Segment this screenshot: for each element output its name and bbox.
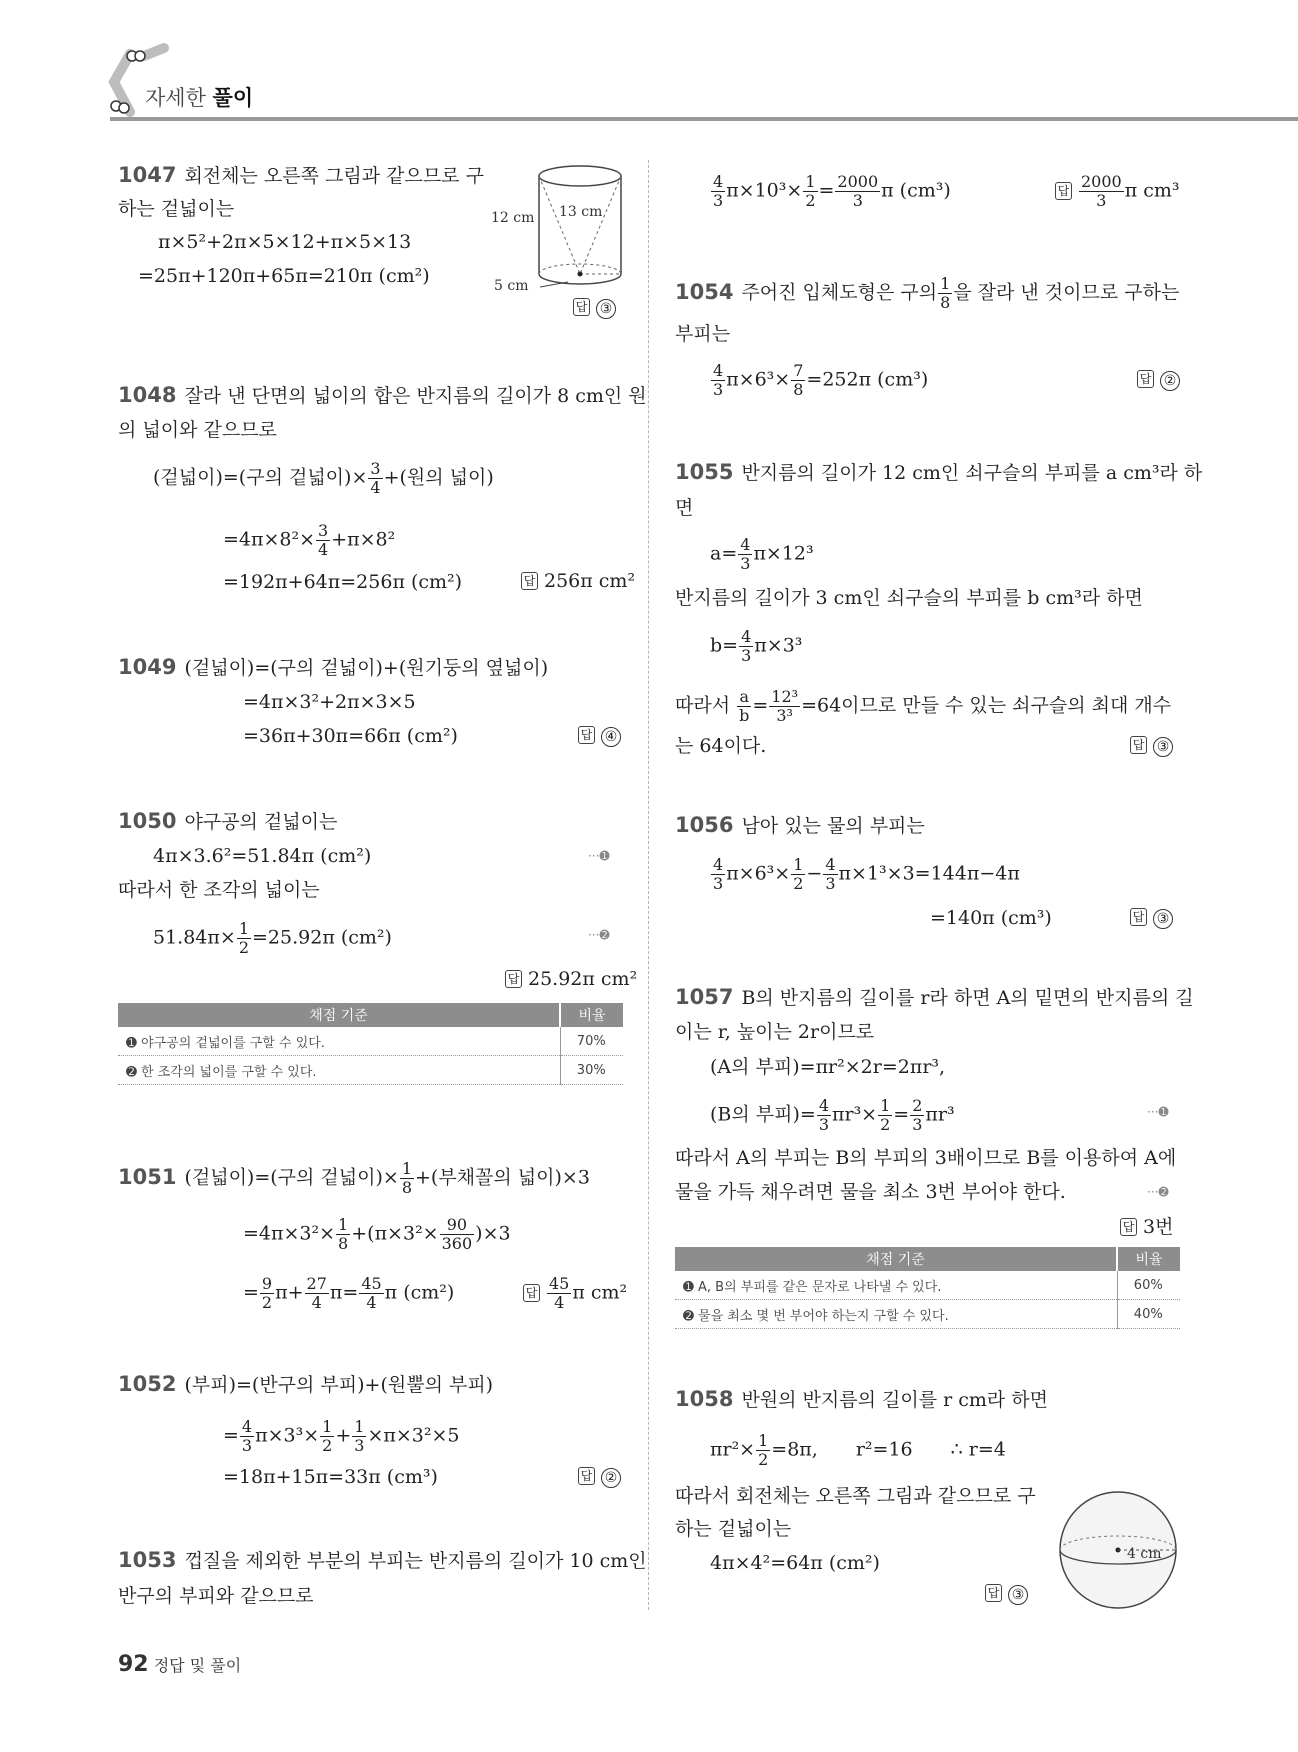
problem-number: 1057	[675, 985, 734, 1009]
eq-part: π (cm²)	[384, 1281, 455, 1304]
problem-1049-eq2: =4π×3²+2π×3×5	[243, 691, 416, 713]
eq-part: =	[223, 1424, 239, 1447]
height-label: 12 cm	[491, 210, 535, 226]
grade-header-ratio: 비율	[560, 1003, 623, 1027]
denominator: 8	[793, 380, 804, 399]
answer-label: 답	[523, 1284, 540, 1302]
denominator: 4	[318, 540, 329, 559]
denominator: 3	[354, 1436, 365, 1455]
answer-1047	[573, 296, 616, 319]
answer-label: 답	[578, 1467, 595, 1485]
fraction	[316, 522, 330, 559]
fraction	[738, 536, 752, 573]
eq-part: πr²×	[710, 1438, 756, 1461]
problem-1048-eq2	[223, 522, 395, 559]
numerator: 12³	[771, 687, 799, 706]
problem-1056-eq1	[710, 856, 1020, 893]
eq-part: =	[752, 694, 769, 717]
numerator: 2000	[837, 172, 879, 191]
denominator: 2	[805, 191, 816, 210]
answer-value: 3번	[1143, 1216, 1174, 1238]
eq-part: +(부채꼴의 넓이)×3	[415, 1166, 590, 1189]
denominator: 3³	[776, 706, 793, 725]
problem-1055-line3: 반지름의 길이가 3 cm인 쇠구슬의 부피를 b cm³라 하면	[675, 587, 1143, 609]
text: 남아 있는 물의 부피는	[741, 815, 925, 837]
problem-number: 1050	[118, 809, 177, 833]
numerator: 2	[912, 1096, 923, 1115]
numerator: 45	[549, 1274, 570, 1293]
fraction	[711, 856, 725, 893]
problem-1057-eq2	[710, 1097, 955, 1134]
problem-1055-line2: 면	[675, 497, 694, 519]
fraction	[910, 1097, 924, 1134]
eq-part: +(원의 넓이)	[383, 466, 494, 489]
fraction	[817, 1097, 831, 1134]
answer-value: π cm³	[1124, 179, 1180, 202]
cylinder-figure	[488, 160, 658, 300]
eq-part: b=	[710, 634, 739, 657]
step-marker-2: ···➋	[588, 928, 610, 942]
answer-label: 답	[578, 726, 595, 744]
footer-label: 정답 및 풀이	[153, 1656, 242, 1675]
answer-1048	[521, 570, 635, 592]
eq-part: r²=16	[855, 1438, 913, 1461]
eq-part: =4π×8²×	[223, 528, 316, 551]
fraction	[769, 688, 800, 725]
answer-1057	[1120, 1212, 1173, 1239]
eq-part: (겉넓이)=(구의 겉넓이)×	[184, 1166, 399, 1189]
answer-label: 답	[1120, 1218, 1137, 1236]
problem-1049-eq3: =36π+30π=66π (cm²)	[243, 725, 458, 747]
numerator: 1	[354, 1417, 365, 1436]
numerator: 1	[338, 1215, 349, 1234]
answer-1056	[1130, 906, 1173, 929]
eq-part: =252π (cm³)	[806, 368, 929, 391]
fraction	[440, 1216, 475, 1253]
eq-part: =	[818, 179, 835, 202]
eq-part: (겉넓이)=(구의 겉넓이)×	[153, 466, 368, 489]
eq-part: πr³×	[832, 1103, 878, 1126]
eq-part: =25.92π (cm²)	[252, 926, 392, 949]
answer-label: 답	[985, 1584, 1002, 1602]
problem-1057-line1	[675, 985, 1194, 1010]
fraction	[400, 1160, 414, 1197]
denominator: 3	[241, 1436, 253, 1455]
numerator: 3	[370, 459, 381, 478]
problem-1047-line1	[118, 163, 484, 188]
problem-1052-eq3: =18π+15π=33π (cm³)	[223, 1466, 438, 1488]
answer-label: 답	[505, 970, 522, 988]
problem-1048-eq3: =192π+64π=256π (cm²)	[223, 571, 463, 593]
answer-value: ②	[601, 1468, 621, 1488]
fraction	[791, 856, 805, 893]
problem-1053-line1	[118, 1548, 647, 1573]
numerator: 90	[440, 1216, 475, 1235]
denominator: 3	[713, 380, 724, 399]
problem-1057-line3: 따라서 A의 부피는 B의 부피의 3배이므로 B를 이용하여 A에	[675, 1147, 1177, 1169]
answer-value: ④	[601, 727, 621, 747]
numerator: 3	[318, 521, 329, 540]
problem-1056-line1	[675, 813, 925, 838]
title-bold: 풀이	[212, 86, 254, 110]
denominator: 3	[713, 191, 724, 210]
fraction	[352, 1418, 366, 1455]
problem-1048-line2: 의 넓이와 같으므로	[118, 419, 277, 441]
answer-1058	[985, 1582, 1028, 1605]
fraction	[359, 1275, 383, 1312]
numerator: 1	[401, 1159, 413, 1178]
fraction	[237, 920, 251, 957]
denominator: 3	[713, 874, 724, 893]
fraction	[336, 1216, 350, 1253]
eq-part: π×3³	[754, 634, 803, 657]
problem-1054-line2: 부피는	[675, 323, 731, 345]
answer-1049	[578, 724, 621, 747]
answer-1051	[523, 1275, 627, 1312]
eq-part: =64이므로 만들 수 있는 쇠구슬의 최대 개수	[801, 694, 1172, 717]
answer-label: 답	[1130, 908, 1147, 926]
problem-number: 1051	[118, 1164, 177, 1189]
problem-1050-eq2	[153, 920, 392, 957]
denominator: 2	[322, 1436, 333, 1455]
step-marker-2: ···➋	[1147, 1185, 1169, 1199]
denominator: 3	[740, 554, 751, 573]
answer-1053	[1055, 173, 1180, 210]
problem-number: 1055	[675, 460, 734, 484]
eq-part: +(π×3²×	[351, 1222, 439, 1245]
grading-table-1057	[675, 1247, 1180, 1329]
problem-1055-eq2	[710, 628, 802, 665]
step-marker-1: ···➊	[588, 849, 610, 863]
eq-part: 따라서	[675, 694, 731, 717]
title-light: 자세한	[145, 86, 206, 110]
eq-part: =	[243, 1281, 259, 1304]
fraction	[305, 1275, 329, 1312]
text: (부피)=(반구의 부피)+(원뿔의 부피)	[184, 1374, 494, 1396]
fraction	[547, 1275, 571, 1312]
numerator: 7	[793, 361, 804, 380]
problem-1047-eq2: =25π+120π+65π=210π (cm²)	[138, 265, 430, 287]
eq-part: π×1³×3=144π−4π	[838, 862, 1020, 885]
eq-part: ∴ r=4	[950, 1438, 1006, 1461]
eq-part: =4π×3²×	[243, 1222, 336, 1245]
grade-header: 채점 기준	[118, 1003, 560, 1027]
grade-criterion: ➊ 야구공의 겉넓이를 구할 수 있다.	[118, 1027, 560, 1056]
eq-part: π×6³×	[726, 862, 791, 885]
fraction	[260, 1275, 274, 1312]
denominator: 4	[554, 1293, 565, 1312]
header-rule	[110, 117, 1298, 121]
page-title	[145, 82, 253, 112]
fraction	[823, 856, 837, 893]
page-footer	[118, 1652, 241, 1677]
problem-number: 1047	[118, 163, 177, 187]
eq-part: =8π,	[771, 1438, 818, 1461]
fraction	[756, 1432, 770, 1469]
text: B의 반지름의 길이를 r라 하면 A의 밑면의 반지름의 길	[741, 987, 1194, 1009]
answer-1055	[1130, 734, 1173, 757]
denominator: 2	[261, 1293, 273, 1312]
problem-1050-eq1: 4π×3.6²=51.84π (cm²)	[153, 845, 372, 867]
answer-label: 답	[521, 572, 538, 590]
problem-1054-eq	[710, 362, 928, 399]
eq-part: +π×8²	[331, 528, 396, 551]
answer-1050	[505, 968, 637, 990]
numerator: 1	[940, 274, 951, 293]
problem-number: 1054	[675, 279, 734, 304]
text: 반지름의 길이가 12 cm인 쇠구슬의 부피를 a cm³라 하	[741, 462, 1203, 484]
answer-value: 25.92π cm²	[528, 968, 638, 990]
numerator: 4	[713, 855, 724, 874]
eq-part: =	[893, 1103, 910, 1126]
numerator: 1	[238, 919, 249, 938]
problem-1056-eq2: =140π (cm³)	[930, 907, 1052, 929]
eq-part: 51.84π×	[153, 926, 236, 949]
problem-1057-line4: 물을 가득 채우려면 물을 최소 3번 부어야 한다.	[675, 1181, 1066, 1203]
problem-1058-eq1	[710, 1432, 1006, 1469]
fraction	[320, 1418, 334, 1455]
problem-number: 1048	[118, 383, 177, 407]
answer-value: ③	[1008, 1585, 1028, 1605]
eq-part: a=	[710, 542, 738, 565]
eq-part: (B의 부피)=	[710, 1103, 816, 1126]
problem-number: 1052	[118, 1372, 177, 1396]
fraction	[368, 460, 382, 497]
fraction	[835, 173, 880, 210]
problem-1054-line1	[675, 275, 1179, 312]
numerator: 4	[740, 535, 751, 554]
problem-1058-line3: 하는 겉넓이는	[675, 1518, 792, 1540]
radius-label: 5 cm	[494, 278, 529, 294]
problem-1058-line2: 따라서 회전체는 오른쪽 그림과 같으므로 구	[675, 1485, 1036, 1507]
problem-1055-line5: 는 64이다.	[675, 735, 767, 757]
page-header	[0, 0, 1298, 130]
problem-1049-line1	[118, 655, 548, 680]
denominator: 3	[741, 646, 752, 665]
eq-part: π×6³×	[726, 368, 791, 391]
answer-label: 답	[1130, 736, 1147, 754]
denominator: 8	[401, 1178, 413, 1197]
denominator: 8	[338, 1234, 349, 1253]
numerator: 9	[261, 1274, 273, 1293]
denominator: 8	[940, 293, 951, 312]
answer-value: ③	[1153, 737, 1173, 757]
problem-1053-line2: 반구의 부피와 같으므로	[118, 1585, 314, 1607]
numerator: 45	[361, 1274, 382, 1293]
fraction	[737, 688, 751, 725]
denominator: 2	[880, 1115, 891, 1134]
eq-part: 주어진 입체도형은 구의	[741, 281, 938, 304]
grade-header-ratio: 비율	[1117, 1247, 1180, 1271]
denominator: 360	[441, 1234, 473, 1253]
numerator: 4	[825, 855, 836, 874]
text: 껍질을 제외한 부분의 부피는 반지름의 길이가 10 cm인	[184, 1550, 647, 1572]
numerator: 27	[306, 1274, 327, 1293]
problem-1052-eq2	[223, 1418, 460, 1455]
denominator: 2	[238, 938, 249, 957]
eq-part: +	[335, 1424, 352, 1447]
text: 회전체는 오른쪽 그림과 같으므로 구	[184, 165, 484, 187]
grading-table-1050	[118, 1003, 623, 1085]
grade-header: 채점 기준	[675, 1247, 1117, 1271]
problem-number: 1056	[675, 813, 734, 837]
denominator: 4	[370, 478, 381, 497]
problem-1047-line2: 하는 겉넓이는	[118, 198, 235, 220]
eq-part: π×10³×	[726, 179, 803, 202]
denominator: 2	[793, 874, 804, 893]
eq-part: π×3³×	[255, 1424, 320, 1447]
problem-1050-line2: 따라서 한 조각의 넓이는	[118, 879, 320, 901]
denominator: 2	[758, 1450, 769, 1469]
numerator: 4	[713, 172, 724, 191]
denominator: 3	[825, 874, 836, 893]
sphere-radius-label: 4 cm	[1127, 1546, 1162, 1562]
denominator: 3	[852, 191, 863, 210]
problem-1048-line1	[118, 383, 647, 408]
numerator: 1	[805, 172, 816, 191]
problem-1048-eq1	[153, 460, 494, 497]
grade-ratio: 60%	[1117, 1271, 1180, 1300]
numerator: 1	[758, 1431, 769, 1450]
denominator: 4	[366, 1293, 377, 1312]
text: (겉넓이)=(구의 겉넓이)+(원기둥의 옆넓이)	[184, 657, 549, 679]
text: 잘라 낸 단면의 넓이의 합은 반지름의 길이가 8 cm인 원	[184, 385, 647, 407]
answer-1054	[1137, 368, 1180, 391]
problem-1052-line1	[118, 1372, 493, 1397]
column-divider	[648, 160, 649, 1610]
problem-1053-eq	[710, 173, 951, 210]
text: 반원의 반지름의 길이를 r cm라 하면	[741, 1389, 1048, 1411]
eq-part: 을 잘라 낸 것이므로 구하는	[953, 281, 1180, 304]
eq-part: )×3	[475, 1222, 511, 1245]
step-marker-1: ···➊	[1147, 1105, 1169, 1119]
problem-1050-line1	[118, 809, 337, 834]
eq-part: π×12³	[753, 542, 814, 565]
grade-ratio: 70%	[560, 1027, 623, 1056]
problem-1055-line4	[675, 688, 1171, 725]
fraction	[739, 628, 753, 665]
answer-1052	[578, 1465, 621, 1488]
numerator: a	[737, 688, 751, 707]
fraction	[1079, 173, 1124, 210]
problem-number: 1049	[118, 655, 177, 679]
problem-1058-line1	[675, 1387, 1048, 1412]
grade-criterion: ➋ 물을 최소 몇 번 부어야 하는지 구할 수 있다.	[675, 1300, 1117, 1329]
answer-label: 답	[1055, 182, 1072, 200]
grade-criterion: ➊ A, B의 부피를 같은 문자로 나타낼 수 있다.	[675, 1271, 1117, 1300]
problem-1047-eq1: π×5²+2π×5×12+π×5×13	[158, 231, 412, 253]
slant-label: 13 cm	[559, 204, 603, 220]
numerator: 1	[880, 1096, 891, 1115]
problem-1057-eq1: (A의 부피)=πr²×2r=2πr³,	[710, 1056, 946, 1078]
problem-number: 1058	[675, 1387, 734, 1411]
fraction	[791, 362, 805, 399]
numerator: 4	[713, 361, 724, 380]
grade-ratio: 40%	[1117, 1300, 1180, 1329]
problem-1055-eq1	[710, 536, 814, 573]
answer-label: 답	[1137, 370, 1154, 388]
denominator: 3	[818, 1115, 829, 1134]
fraction	[938, 275, 952, 312]
problem-1055-line1	[675, 460, 1202, 485]
answer-value: π cm²	[572, 1281, 628, 1304]
fraction	[803, 173, 817, 210]
text: 야구공의 겉넓이는	[184, 811, 338, 833]
grade-ratio: 30%	[560, 1056, 623, 1085]
problem-1057-line2: 이는 r, 높이는 2r이므로	[675, 1021, 875, 1043]
numerator: 1	[793, 855, 804, 874]
denominator: b	[739, 706, 750, 725]
eq-part: ×π×3²×5	[367, 1424, 460, 1447]
eq-part: −	[806, 862, 823, 885]
answer-value: ②	[1160, 371, 1180, 391]
denominator: 3	[912, 1115, 923, 1134]
denominator: 4	[311, 1293, 322, 1312]
fraction	[711, 362, 725, 399]
numerator: 4	[818, 1096, 829, 1115]
answer-value: ③	[596, 299, 616, 319]
fraction	[240, 1418, 254, 1455]
numerator: 4	[241, 1417, 253, 1436]
problem-1051-eq2	[243, 1216, 511, 1253]
page-number: 92	[118, 1652, 149, 1677]
problem-1058-eq2: 4π×4²=64π (cm²)	[710, 1552, 880, 1574]
eq-part: πr³	[925, 1103, 955, 1126]
numerator: 2000	[1081, 172, 1122, 191]
problem-number: 1053	[118, 1548, 177, 1572]
eq-part: π (cm³)	[881, 179, 951, 202]
numerator: 4	[741, 627, 752, 646]
eq-part: π+	[275, 1281, 304, 1304]
problem-1051-line1	[118, 1160, 590, 1197]
fraction	[878, 1097, 892, 1134]
grade-criterion: ➋ 한 조각의 넓이를 구할 수 있다.	[118, 1056, 560, 1085]
denominator: 3	[1096, 191, 1107, 210]
eq-part: π=	[329, 1281, 359, 1304]
numerator: 1	[322, 1417, 333, 1436]
problem-1051-eq3	[243, 1275, 454, 1312]
sphere-figure	[1053, 1485, 1183, 1615]
answer-value: ③	[1153, 909, 1173, 929]
answer-label: 답	[573, 298, 590, 316]
fraction	[711, 173, 725, 210]
answer-value: 256π cm²	[544, 570, 636, 592]
